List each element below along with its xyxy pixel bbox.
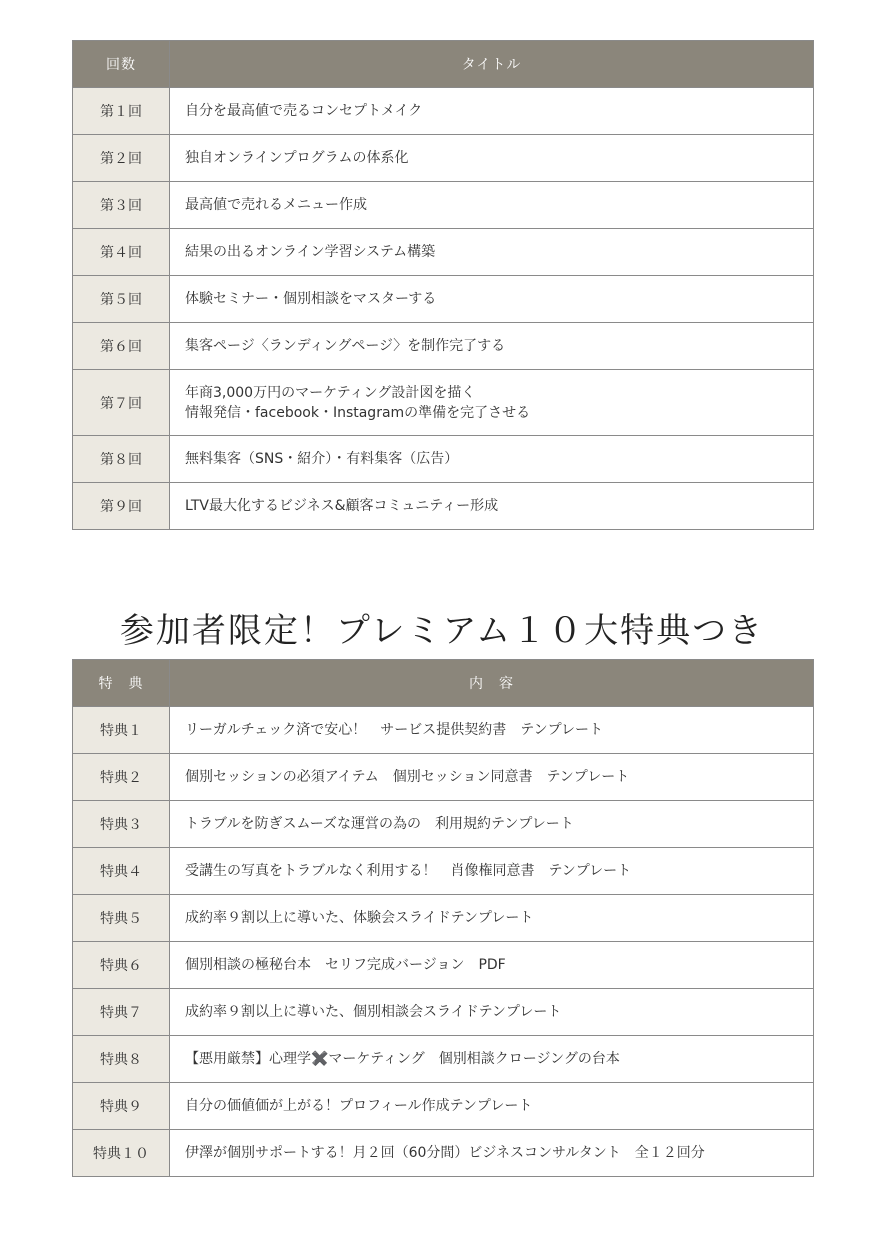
- session-title-line: 結果の出るオンライン学習システム構築: [185, 244, 436, 260]
- session-title: [170, 323, 814, 370]
- bonus-content: 伊澤が個別サポートする！月２回（60分間）ビジネスコンサルタント 全１２回分: [170, 1130, 814, 1177]
- bonus-number: 特典８: [73, 1036, 170, 1083]
- session-title-line: 自分を最高値で売るコンセプトメイク: [185, 103, 423, 119]
- session-number: 第６回: [73, 323, 170, 370]
- schedule-row: [73, 229, 814, 276]
- session-title: [170, 88, 814, 135]
- bonus-number: 特典１: [73, 707, 170, 754]
- schedule-row: [73, 276, 814, 323]
- bonus-content: 受講生の写真をトラブルなく利用する！ 肖像権同意書 テンプレート: [170, 848, 814, 895]
- schedule-row: [73, 370, 814, 436]
- session-title: [170, 436, 814, 483]
- schedule-table: [72, 40, 814, 530]
- session-title-line: 独自オンラインプログラムの体系化: [185, 150, 409, 166]
- session-title: [170, 370, 814, 436]
- schedule-row: [73, 436, 814, 483]
- bonus-row: [73, 1130, 814, 1177]
- bonus-row: [73, 895, 814, 942]
- schedule-header-row: [73, 41, 814, 88]
- bonus-number: 特典３: [73, 801, 170, 848]
- session-title: [170, 182, 814, 229]
- schedule-row: [73, 323, 814, 370]
- bonus-row: [73, 707, 814, 754]
- bonus-section-title: 参加者限定！プレミアム１０大特典つき: [119, 611, 765, 651]
- bonus-row: [73, 989, 814, 1036]
- session-title: [170, 483, 814, 530]
- session-title-line: LTV最大化するビジネス&顧客コミュニティー形成: [185, 498, 499, 514]
- bonus-table: [72, 659, 814, 1177]
- bonus-number: 特典７: [73, 989, 170, 1036]
- bonus-header-content: 内 容: [170, 660, 814, 707]
- schedule-row: [73, 182, 814, 229]
- bonus-row: [73, 801, 814, 848]
- schedule-header-num: 回数: [73, 41, 170, 88]
- session-title-line: 情報発信・facebook・Instagramの準備を完了させる: [185, 404, 531, 421]
- schedule-row: [73, 135, 814, 182]
- schedule-row: [73, 88, 814, 135]
- bonus-content: トラブルを防ぎスムーズな運営の為の 利用規約テンプレート: [170, 801, 814, 848]
- bonus-number: 特典６: [73, 942, 170, 989]
- session-number: 第５回: [73, 276, 170, 323]
- schedule-row: [73, 483, 814, 530]
- bonus-row: [73, 754, 814, 801]
- session-number: 第４回: [73, 229, 170, 276]
- bonus-number: 特典１０: [73, 1130, 170, 1177]
- schedule-header-title: タイトル: [170, 41, 814, 88]
- bonus-content: リーガルチェック済で安心！ サービス提供契約書 テンプレート: [170, 707, 814, 754]
- bonus-content: 成約率９割以上に導いた、体験会スライドテンプレート: [170, 895, 814, 942]
- bonus-content: 【悪用厳禁】心理学✖️マーケティング 個別相談クロージングの台本: [170, 1036, 814, 1083]
- bonus-number: 特典４: [73, 848, 170, 895]
- session-number: 第９回: [73, 483, 170, 530]
- bonus-row: [73, 1083, 814, 1130]
- session-title: [170, 229, 814, 276]
- bonus-row: [73, 848, 814, 895]
- bonus-number: 特典５: [73, 895, 170, 942]
- session-title-line: 無料集客（SNS・紹介）・有料集客（広告）: [185, 451, 459, 467]
- session-number: 第２回: [73, 135, 170, 182]
- session-number: 第８回: [73, 436, 170, 483]
- bonus-number: 特典９: [73, 1083, 170, 1130]
- bonus-header-row: [73, 660, 814, 707]
- bonus-row: [73, 942, 814, 989]
- session-title-line: 年商3,000万円のマーケティング設計図を描く: [185, 384, 476, 401]
- session-title: [170, 135, 814, 182]
- bonus-content: 個別相談の極秘台本 セリフ完成バージョン PDF: [170, 942, 814, 989]
- session-title-line: 集客ページ〈ランディングページ〉を制作完了する: [185, 338, 506, 354]
- bonus-header-num: 特 典: [73, 660, 170, 707]
- bonus-row: [73, 1036, 814, 1083]
- session-number: 第１回: [73, 88, 170, 135]
- session-number: 第７回: [73, 370, 170, 436]
- session-title-line: 体験セミナー・個別相談をマスターする: [185, 291, 437, 307]
- bonus-content: 自分の価値価が上がる！プロフィール作成テンプレート: [170, 1083, 814, 1130]
- session-title: [170, 276, 814, 323]
- session-title-line: 最高値で売れるメニュー作成: [185, 197, 367, 213]
- session-number: 第３回: [73, 182, 170, 229]
- bonus-number: 特典２: [73, 754, 170, 801]
- bonus-content: 成約率９割以上に導いた、個別相談会スライドテンプレート: [170, 989, 814, 1036]
- bonus-content: 個別セッションの必須アイテム 個別セッション同意書 テンプレート: [170, 754, 814, 801]
